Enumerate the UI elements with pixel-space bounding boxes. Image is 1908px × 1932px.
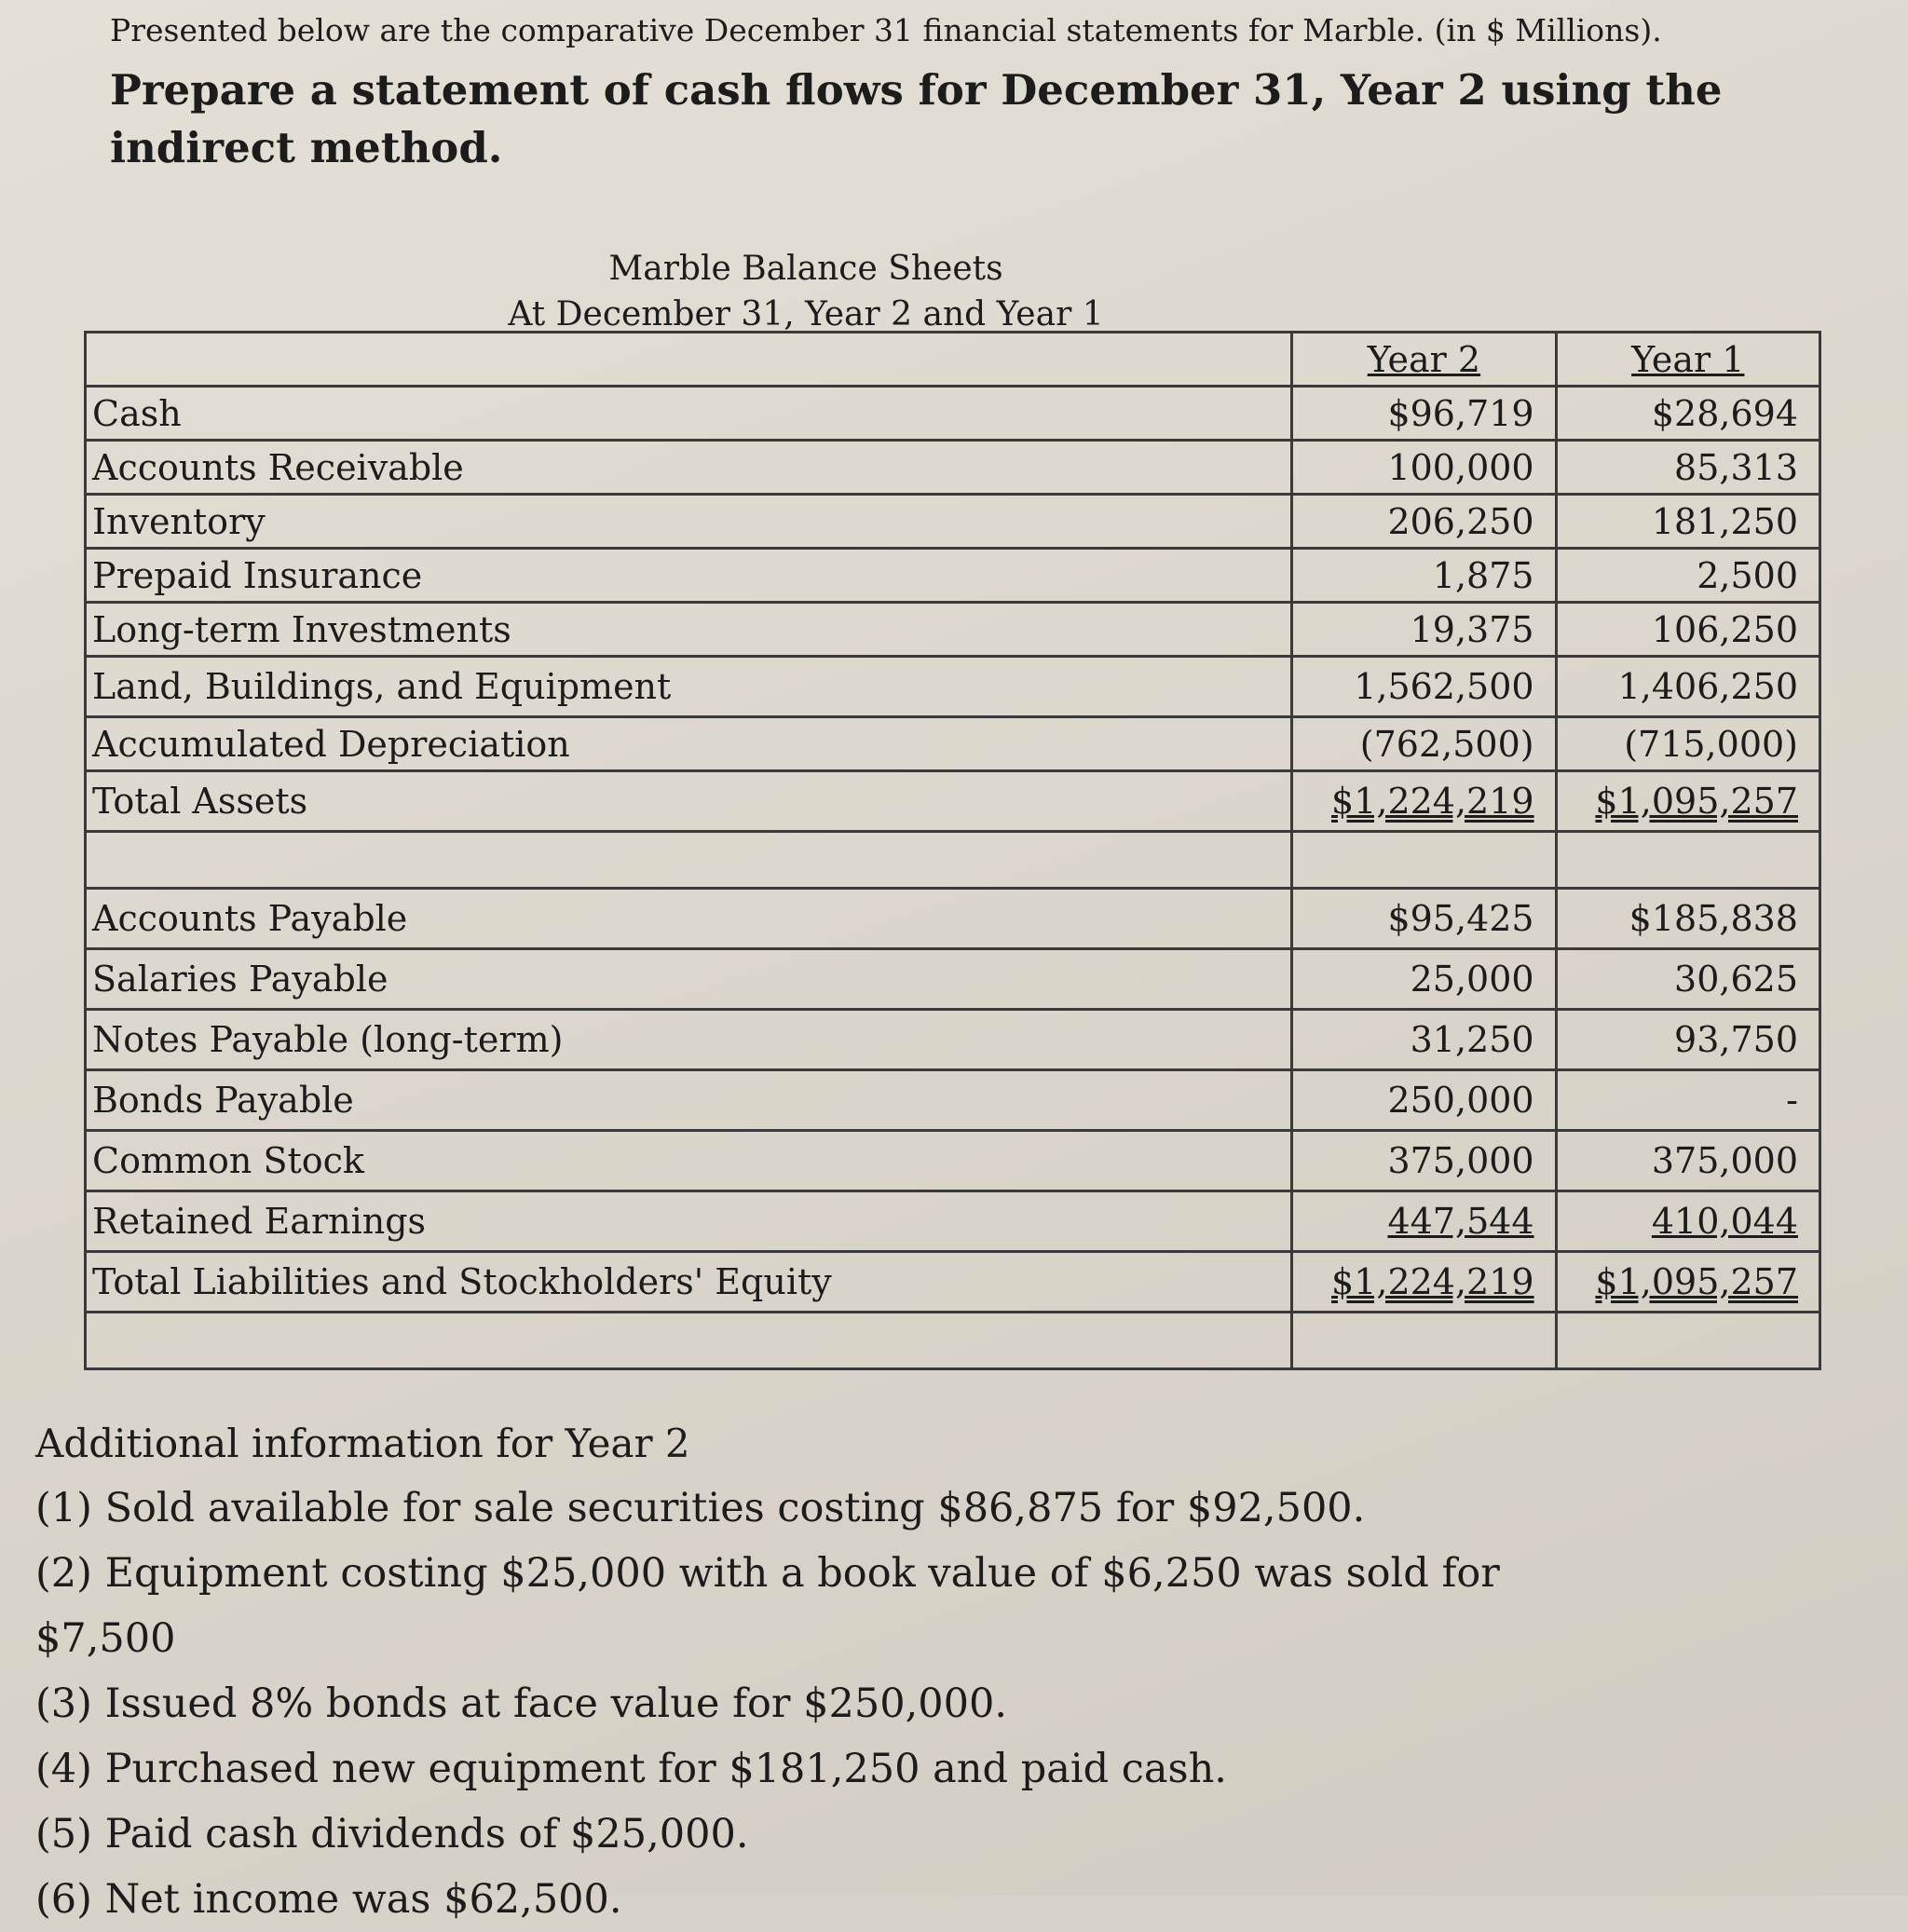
table-row bbox=[86, 387, 1820, 441]
table-row bbox=[86, 717, 1820, 771]
value-year2: 1,875 bbox=[1292, 549, 1556, 603]
value-year1: 2,500 bbox=[1556, 549, 1819, 603]
row-label: Notes Payable (long-term) bbox=[86, 1010, 1292, 1070]
table-row bbox=[86, 1070, 1820, 1131]
balance-sheet-subtitle: At December 31, Year 2 and Year 1 bbox=[508, 295, 1104, 333]
blank-cell bbox=[1292, 832, 1556, 889]
value-year1: (715,000) bbox=[1556, 717, 1819, 771]
value-year1: 30,625 bbox=[1556, 949, 1819, 1010]
value-year2: 250,000 bbox=[1292, 1070, 1556, 1131]
row-label: Inventory bbox=[86, 495, 1292, 549]
blank-cell bbox=[86, 832, 1292, 889]
table-row bbox=[86, 495, 1820, 549]
value-year1: 375,000 bbox=[1556, 1131, 1819, 1191]
total-liabilities-equity-year2: $1,224,219 bbox=[1292, 1252, 1556, 1313]
total-assets-label: Total Assets bbox=[86, 771, 1292, 832]
header-blank-cell bbox=[86, 333, 1292, 387]
table-row bbox=[86, 889, 1820, 949]
blank-cell bbox=[1556, 832, 1819, 889]
column-header-year1: Year 1 bbox=[1556, 333, 1819, 387]
value-year1: 181,250 bbox=[1556, 495, 1819, 549]
table-row bbox=[86, 949, 1820, 1010]
blank-row bbox=[86, 832, 1820, 889]
total-liabilities-equity-row bbox=[86, 1252, 1820, 1313]
total-liabilities-equity-year1: $1,095,257 bbox=[1556, 1252, 1819, 1313]
blank-cell bbox=[1556, 1313, 1819, 1369]
list-item: (5) Paid cash dividends of $25,000. bbox=[35, 1811, 749, 1857]
list-item: (1) Sold available for sale securities costing $86,875 for $92,500. bbox=[35, 1485, 1366, 1531]
value-year1: 93,750 bbox=[1556, 1010, 1819, 1070]
value-year2: (762,500) bbox=[1292, 717, 1556, 771]
row-label: Common Stock bbox=[86, 1131, 1292, 1191]
value-year2: 375,000 bbox=[1292, 1131, 1556, 1191]
table-row bbox=[86, 603, 1820, 657]
balance-sheet-title: Marble Balance Sheets bbox=[608, 250, 1003, 288]
value-year1: $185,838 bbox=[1556, 889, 1819, 949]
additional-info-heading: Additional information for Year 2 bbox=[35, 1421, 690, 1466]
table-row bbox=[86, 549, 1820, 603]
table-row bbox=[86, 1010, 1820, 1070]
row-label: Retained Earnings bbox=[86, 1191, 1292, 1252]
table-row bbox=[86, 657, 1820, 717]
row-label: Bonds Payable bbox=[86, 1070, 1292, 1131]
blank-cell bbox=[86, 1313, 1292, 1369]
row-label: Land, Buildings, and Equipment bbox=[86, 657, 1292, 717]
value-year2: $96,719 bbox=[1292, 387, 1556, 441]
value-year1: 410,044 bbox=[1556, 1191, 1819, 1252]
intro-text: Presented below are the comparative December 31 financial statements for Marble. (in $ Millions). bbox=[110, 12, 1662, 48]
row-label: Prepaid Insurance bbox=[86, 549, 1292, 603]
value-year1: - bbox=[1556, 1070, 1819, 1131]
value-year1: 106,250 bbox=[1556, 603, 1819, 657]
value-year2: 25,000 bbox=[1292, 949, 1556, 1010]
table-row bbox=[86, 1191, 1820, 1252]
value-year2: 447,544 bbox=[1292, 1191, 1556, 1252]
row-label: Accounts Receivable bbox=[86, 441, 1292, 495]
total-assets-row bbox=[86, 771, 1820, 832]
table-row bbox=[86, 1131, 1820, 1191]
total-liabilities-equity-label: Total Liabilities and Stockholders' Equity bbox=[86, 1252, 1292, 1313]
list-item: (6) Net income was $62,500. bbox=[35, 1876, 622, 1923]
value-year2: 1,562,500 bbox=[1292, 657, 1556, 717]
total-assets-year2: $1,224,219 bbox=[1292, 771, 1556, 832]
row-label: Accumulated Depreciation bbox=[86, 717, 1292, 771]
value-year2: 31,250 bbox=[1292, 1010, 1556, 1070]
list-item: (4) Purchased new equipment for $181,250 and paid cash. bbox=[35, 1746, 1227, 1792]
row-label: Cash bbox=[86, 387, 1292, 441]
column-header-year2: Year 2 bbox=[1292, 333, 1556, 387]
list-item: (2) Equipment costing $25,000 with a book value of $6,250 was sold for $7,500 bbox=[35, 1550, 1500, 1662]
row-label: Accounts Payable bbox=[86, 889, 1292, 949]
additional-information bbox=[35, 1416, 1619, 1932]
problem-intro bbox=[110, 9, 1861, 177]
total-assets-year1: $1,095,257 bbox=[1556, 771, 1819, 832]
blank-cell bbox=[1292, 1313, 1556, 1369]
value-year1: $28,694 bbox=[1556, 387, 1819, 441]
value-year1: 85,313 bbox=[1556, 441, 1819, 495]
table-row bbox=[86, 441, 1820, 495]
value-year2: 100,000 bbox=[1292, 441, 1556, 495]
header-row bbox=[86, 333, 1820, 387]
task-instruction: Prepare a statement of cash flows for December 31, Year 2 using the indirect method. bbox=[110, 65, 1723, 172]
value-year2: $95,425 bbox=[1292, 889, 1556, 949]
row-label: Salaries Payable bbox=[86, 949, 1292, 1010]
value-year1: 1,406,250 bbox=[1556, 657, 1819, 717]
row-label: Long-term Investments bbox=[86, 603, 1292, 657]
value-year2: 19,375 bbox=[1292, 603, 1556, 657]
blank-row bbox=[86, 1313, 1820, 1369]
list-item: (3) Issued 8% bonds at face value for $250,000. bbox=[35, 1680, 1007, 1727]
value-year2: 206,250 bbox=[1292, 495, 1556, 549]
balance-sheet-table bbox=[84, 331, 1821, 1370]
